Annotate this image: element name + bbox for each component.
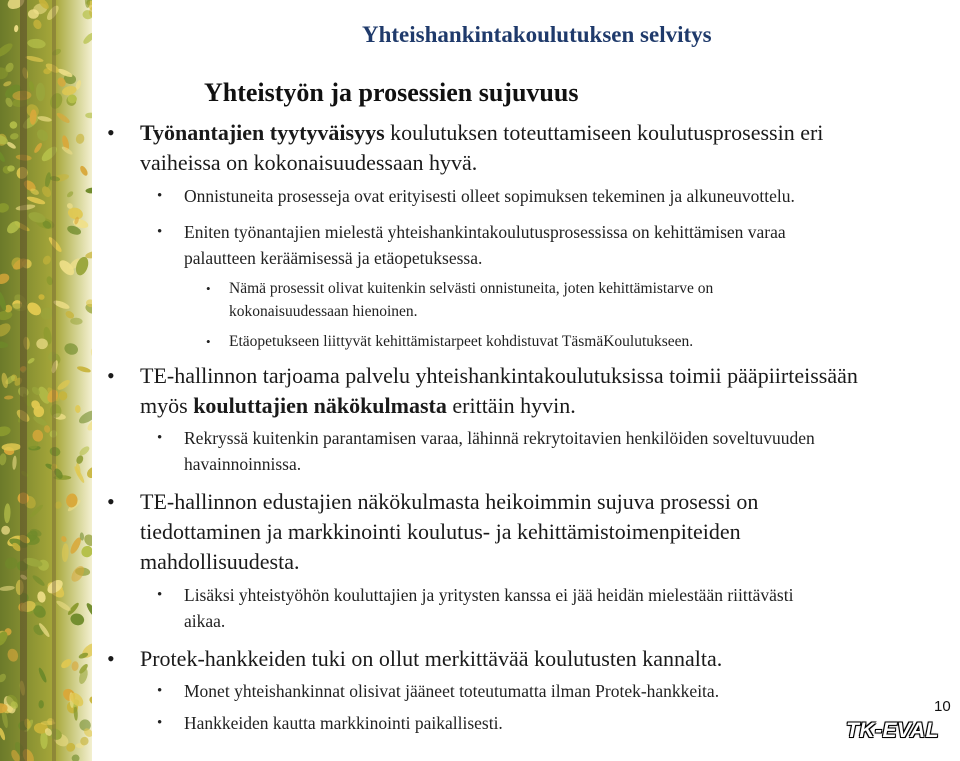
bullet: •	[157, 587, 163, 603]
slide-title: Yhteistyön ja prosessien sujuvuus	[204, 78, 579, 107]
list-item	[206, 330, 694, 353]
item-text: Monet yhteishankinnat olisivat jääneet toteutumatta ilman Protek-hankkeita.	[184, 681, 720, 701]
item-text: Eniten työnantajien mielestä yhteishankintakoulutusprosessissa on kehittämisen varaa	[184, 222, 786, 242]
bullet: •	[107, 120, 115, 145]
leaf-decoration	[0, 0, 92, 761]
list-item	[107, 361, 858, 421]
tk-eval-logo: TK-EVAL	[846, 719, 939, 742]
item-text: TE-hallinnon edustajien näkökulmasta heikoimmin sujuva prosessi on	[140, 489, 759, 514]
bullet: •	[157, 715, 163, 731]
bullet: •	[157, 188, 163, 204]
item-text: palautteen keräämisessä ja etäopetuksessa.	[184, 248, 483, 268]
item-text: vaiheissa on kokonaisuudessaan hyvä.	[140, 150, 478, 175]
bullet: •	[157, 683, 163, 699]
item-text: Etäopetukseen liittyvät kehittämistarpeet kohdistuvat TäsmäKoulutukseen.	[229, 333, 694, 350]
list-item	[107, 118, 824, 178]
list-item	[157, 678, 720, 704]
item-text: Rekryssä kuitenkin parantamisen varaa, lähinnä rekrytoitavien henkilöiden soveltuvuuden	[184, 428, 815, 448]
list-item	[206, 277, 714, 323]
list-item	[157, 710, 503, 736]
bullet: •	[157, 224, 163, 240]
item-text: aikaa.	[184, 611, 226, 631]
presentation-header: Yhteishankintakoulutuksen selvitys	[362, 22, 712, 47]
bullet: •	[107, 646, 115, 671]
emphasis-text: Työnantajien tyytyväisyys	[140, 120, 385, 145]
list-item	[157, 425, 815, 477]
item-text: TE-hallinnon tarjoama palvelu yhteishankintakoulutuksissa toimii pääpiirteissään	[140, 363, 858, 388]
emphasis-text: kouluttajien näkökulmasta	[193, 393, 447, 418]
list-item	[107, 487, 759, 577]
bullet: •	[107, 489, 115, 514]
list-item	[107, 644, 723, 674]
page-number: 10	[934, 698, 951, 715]
list-item	[157, 219, 786, 271]
list-item	[157, 183, 795, 209]
item-text: Nämä prosessit olivat kuitenkin selvästi onnistuneita, joten kehittämistarve on	[229, 280, 714, 297]
item-text: kokonaisuudessaan hienoinen.	[229, 303, 418, 320]
bullet: •	[107, 363, 115, 388]
item-text: Protek-hankkeiden tuki on ollut merkittävää koulutusten kannalta.	[140, 646, 723, 671]
bullet: •	[206, 281, 211, 296]
bullet: •	[206, 334, 211, 349]
item-text: Onnistuneita prosesseja ovat erityisesti olleet sopimuksen tekeminen ja alkuneuvottelu.	[184, 186, 795, 206]
item-text: Hankkeiden kautta markkinointi paikallisesti.	[184, 713, 503, 733]
list-item	[157, 582, 794, 634]
item-text: erittäin hyvin.	[446, 393, 576, 418]
item-text: Lisäksi yhteistyöhön kouluttajien ja yritysten kanssa ei jää heidän mielestään riittävästi	[184, 585, 794, 605]
item-text: koulutuksen toteuttamiseen koulutusprosessin eri	[384, 120, 824, 145]
item-text: mahdollisuudesta.	[140, 549, 300, 574]
item-text: havainnoinnissa.	[184, 454, 302, 474]
bullet: •	[157, 430, 163, 446]
item-text: myös	[140, 393, 194, 418]
item-text: tiedottaminen ja markkinointi koulutus- ja kehittämistoimenpiteiden	[140, 519, 741, 544]
